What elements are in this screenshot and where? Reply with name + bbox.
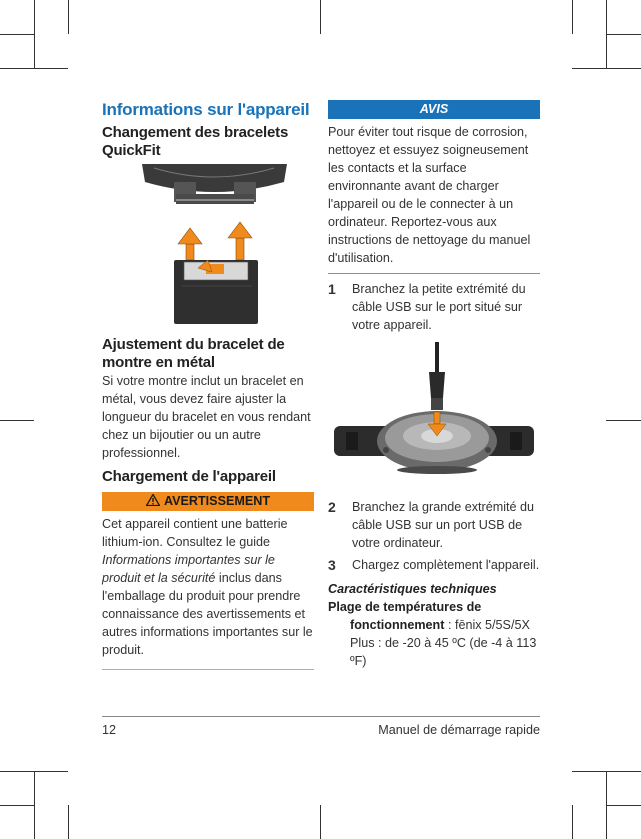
warning-text bbox=[102, 515, 314, 659]
left-column bbox=[102, 100, 314, 670]
crop-mark bbox=[34, 771, 35, 839]
crop-mark bbox=[0, 805, 34, 806]
notice-banner: AVIS bbox=[328, 100, 540, 119]
notice-text: Pour éviter tout risque de corrosion, nettoyez et essuyez soigneusement les contacts et la surface environnante avant de charger l'appareil ou de le connecter à un ordinateur. Reportez-vous aux instructions de nettoyage du manuel d'utilisation. bbox=[328, 125, 531, 265]
right-column bbox=[328, 100, 540, 670]
metal-band-heading: Ajustement du bracelet de montre en métal bbox=[102, 336, 285, 371]
quickfit-heading: Changement des bracelets QuickFit bbox=[102, 124, 289, 159]
crop-mark bbox=[0, 68, 68, 69]
spec-label: Plage de températures de fonctionnement bbox=[328, 600, 482, 632]
step-number: 1 bbox=[328, 281, 336, 297]
spec-value: : fēnix 5/5S/5X Plus : de -20 à 45 ºC (de -4 à 113 ºF) bbox=[350, 618, 537, 668]
step-3 bbox=[328, 556, 540, 574]
section-title: Informations sur l'appareil bbox=[102, 100, 310, 119]
crop-mark bbox=[68, 0, 69, 34]
step-text: Chargez complètement l'appareil. bbox=[352, 558, 540, 572]
crop-mark bbox=[34, 0, 35, 68]
manual-name: Manuel de démarrage rapide bbox=[378, 723, 540, 737]
metal-band-text: Si votre montre inclut un bracelet en métal, vous devez faire ajuster la longueur du bracelet en vous rendant chez un bijoutier ou un autre professionnel. bbox=[102, 374, 311, 460]
watch-band-drawing bbox=[102, 164, 314, 324]
crop-mark bbox=[320, 0, 321, 34]
step-number: 2 bbox=[328, 499, 336, 515]
crop-mark bbox=[572, 68, 641, 69]
step-1 bbox=[328, 280, 540, 334]
notice-end-rule bbox=[328, 273, 540, 274]
crop-mark bbox=[572, 0, 573, 34]
crop-mark bbox=[0, 34, 34, 35]
crop-mark bbox=[320, 805, 321, 839]
warning-banner bbox=[102, 492, 314, 511]
operating-temperature-spec bbox=[328, 598, 540, 670]
warning-text-part1: Cet appareil contient une batterie lithium-ion. Consultez le guide bbox=[102, 517, 288, 549]
quickfit-band-illustration bbox=[102, 164, 314, 324]
crop-mark bbox=[606, 34, 641, 35]
warning-end-rule bbox=[102, 669, 314, 670]
safety-guide-title: Informations importantes sur le produit et la sécurité bbox=[102, 553, 275, 585]
page-number: 12 bbox=[102, 723, 117, 737]
step-2 bbox=[328, 498, 540, 552]
warning-text-part2: inclus dans l'emballage du produit pour prendre connaissance des avertissements et autres informations importantes sur le produit. bbox=[102, 571, 313, 657]
footer-rule bbox=[102, 716, 540, 717]
charging-heading: Chargement de l'appareil bbox=[102, 468, 276, 485]
crop-mark bbox=[68, 805, 69, 839]
charging-illustration bbox=[328, 342, 540, 492]
crop-mark bbox=[606, 805, 641, 806]
specs-heading: Caractéristiques techniques bbox=[328, 582, 497, 596]
crop-mark bbox=[0, 420, 34, 421]
crop-mark bbox=[606, 420, 641, 421]
crop-mark bbox=[572, 805, 573, 839]
step-number: 3 bbox=[328, 557, 336, 573]
warning-triangle-icon bbox=[146, 492, 160, 511]
warning-label: AVERTISSEMENT bbox=[163, 494, 271, 508]
step-text: Branchez la petite extrémité du câble USB sur le port situé sur votre appareil. bbox=[352, 282, 526, 332]
step-text: Branchez la grande extrémité du câble USB sur un port USB de votre ordinateur. bbox=[352, 500, 535, 550]
charging-cable-drawing bbox=[328, 342, 540, 492]
